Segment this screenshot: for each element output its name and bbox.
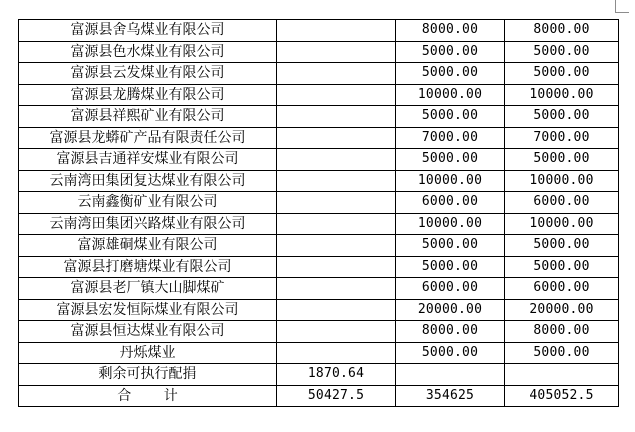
amount-b-cell: 5000.00 [396,235,505,257]
table-row [19,20,619,42]
amount-b-cell: 7000.00 [396,127,505,149]
company-name-cell: 富源县恒达煤业有限公司 [19,321,277,343]
company-name-cell: 富源雄硐煤业有限公司 [19,235,277,257]
amount-b-cell: 6000.00 [396,192,505,214]
company-name-cell: 富源县老厂镇大山脚煤矿 [19,278,277,300]
amount-b-cell: 5000.00 [396,41,505,63]
table-row [19,256,619,278]
amount-a-cell [277,192,396,214]
total-row [19,385,619,407]
table-row [19,192,619,214]
company-name-cell: 富源县龙腾煤业有限公司 [19,84,277,106]
table-row [19,342,619,364]
amount-b-cell: 8000.00 [396,20,505,42]
amount-c-cell: 20000.00 [505,299,619,321]
amount-b-cell: 20000.00 [396,299,505,321]
amount-c-cell: 10000.00 [505,213,619,235]
amount-a-cell [277,235,396,257]
company-name-cell: 富源县宏发恒际煤业有限公司 [19,299,277,321]
amount-b-cell: 5000.00 [396,342,505,364]
amount-c-cell: 5000.00 [505,235,619,257]
amount-c-cell: 6000.00 [505,278,619,300]
amount-a-cell [277,342,396,364]
amount-a-cell [277,321,396,343]
company-name-cell: 富源县祥熙矿业有限公司 [19,106,277,128]
table-row [19,84,619,106]
amount-c-cell: 8000.00 [505,321,619,343]
amount-c-cell: 5000.00 [505,41,619,63]
table-row [19,278,619,300]
table-row [19,235,619,257]
remaining-label-cell: 剩余可执行配捐 [19,364,277,386]
amount-b-cell [396,364,505,386]
amount-a-cell [277,41,396,63]
amount-a-cell [277,213,396,235]
amount-c-cell: 5000.00 [505,106,619,128]
remaining-row [19,364,619,386]
amount-b-cell: 5000.00 [396,106,505,128]
total-amount-b-cell: 354625 [396,385,505,407]
company-name-cell: 云南湾田集团兴路煤业有限公司 [19,213,277,235]
amount-a-cell [277,149,396,171]
amount-c-cell: 10000.00 [505,170,619,192]
table-row [19,41,619,63]
amount-b-cell: 10000.00 [396,213,505,235]
table-body [19,20,619,407]
amount-a-cell [277,299,396,321]
company-name-cell: 富源县吉通祥安煤业有限公司 [19,149,277,171]
amount-b-cell: 5000.00 [396,256,505,278]
total-amount-c-cell: 405052.5 [505,385,619,407]
total-label-cell [19,385,277,407]
amount-c-cell: 10000.00 [505,84,619,106]
table-row [19,321,619,343]
amount-a-cell [277,20,396,42]
amount-c-cell: 5000.00 [505,149,619,171]
amount-b-cell: 5000.00 [396,149,505,171]
amount-a-cell [277,84,396,106]
page-corner-mark [615,0,616,12]
amount-a-cell [277,256,396,278]
amount-b-cell: 10000.00 [396,170,505,192]
amount-c-cell: 5000.00 [505,63,619,85]
total-label: 合 计 [117,387,178,404]
amount-a-cell [277,278,396,300]
table-row [19,213,619,235]
company-name-cell: 富源县舍乌煤业有限公司 [19,20,277,42]
company-name-cell: 富源县龙蟒矿产品有限责任公司 [19,127,277,149]
donation-table [18,19,619,407]
amount-a-cell [277,63,396,85]
amount-c-cell: 7000.00 [505,127,619,149]
remaining-amount-cell: 1870.64 [277,364,396,386]
amount-c-cell: 6000.00 [505,192,619,214]
company-name-cell: 丹烁煤业 [19,342,277,364]
amount-b-cell: 6000.00 [396,278,505,300]
company-name-cell: 富源县云发煤业有限公司 [19,63,277,85]
company-name-cell: 云南鑫衡矿业有限公司 [19,192,277,214]
table-row [19,106,619,128]
amount-b-cell: 5000.00 [396,63,505,85]
company-name-cell: 云南湾田集团复达煤业有限公司 [19,170,277,192]
amount-b-cell: 10000.00 [396,84,505,106]
amount-c-cell: 8000.00 [505,20,619,42]
amount-a-cell [277,106,396,128]
amount-c-cell: 5000.00 [505,256,619,278]
total-amount-a-cell: 50427.5 [277,385,396,407]
table-row [19,127,619,149]
company-name-cell: 富源县色水煤业有限公司 [19,41,277,63]
amount-c-cell: 5000.00 [505,342,619,364]
table-row [19,63,619,85]
table-row [19,299,619,321]
amount-a-cell [277,170,396,192]
company-name-cell: 富源县打磨塘煤业有限公司 [19,256,277,278]
amount-b-cell: 8000.00 [396,321,505,343]
table-row [19,149,619,171]
amount-a-cell [277,127,396,149]
table-row [19,170,619,192]
amount-c-cell [505,364,619,386]
